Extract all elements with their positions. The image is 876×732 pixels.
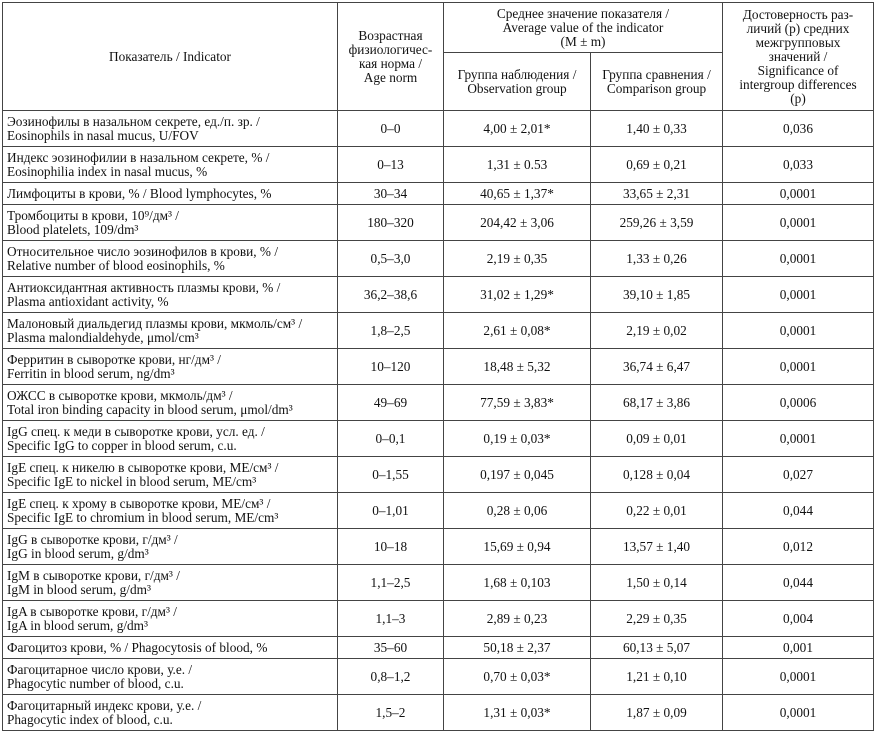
observation-value-cell: 18,48 ± 5,32 bbox=[444, 349, 591, 385]
comparison-value-cell: 2,19 ± 0,02 bbox=[591, 313, 723, 349]
indicator-line: Phagocytic index of blood, c.u. bbox=[7, 711, 173, 727]
age-norm-cell: 0,8–1,2 bbox=[338, 659, 444, 695]
header-line: intergroup differences bbox=[739, 76, 857, 92]
indicator-line: IgE спец. к никелю в сыворотке крови, МЕ/см³ / bbox=[7, 459, 279, 475]
p-value-cell: 0,0001 bbox=[723, 313, 874, 349]
indicator-cell bbox=[3, 277, 338, 313]
indicator-cell bbox=[3, 313, 338, 349]
comparison-value-cell: 1,21 ± 0,10 bbox=[591, 659, 723, 695]
observation-value-cell: 4,00 ± 2,01* bbox=[444, 111, 591, 147]
table-row bbox=[3, 421, 874, 457]
p-value-cell: 0,036 bbox=[723, 111, 874, 147]
p-value-cell: 0,0001 bbox=[723, 349, 874, 385]
indicator-cell bbox=[3, 111, 338, 147]
p-value-cell: 0,0001 bbox=[723, 421, 874, 457]
observation-value-cell: 50,18 ± 2,37 bbox=[444, 637, 591, 659]
indicator-cell bbox=[3, 529, 338, 565]
comparison-value-cell: 2,29 ± 0,35 bbox=[591, 601, 723, 637]
p-value-cell: 0,027 bbox=[723, 457, 874, 493]
table-row bbox=[3, 313, 874, 349]
comparison-value-cell: 60,13 ± 5,07 bbox=[591, 637, 723, 659]
age-norm-cell: 0–1,55 bbox=[338, 457, 444, 493]
indicator-line: Plasma antioxidant activity, % bbox=[7, 293, 169, 309]
comparison-value-cell: 1,87 ± 0,09 bbox=[591, 695, 723, 731]
indicator-cell bbox=[3, 183, 338, 205]
indicator-line: Specific IgE to nickel in blood serum, ME/cm³ bbox=[7, 473, 257, 489]
table-row bbox=[3, 111, 874, 147]
p-value-cell: 0,0001 bbox=[723, 659, 874, 695]
header-line: (p) bbox=[790, 90, 806, 106]
comparison-value-cell: 68,17 ± 3,86 bbox=[591, 385, 723, 421]
comparison-value-cell: 0,69 ± 0,21 bbox=[591, 147, 723, 183]
observation-value-cell: 2,89 ± 0,23 bbox=[444, 601, 591, 637]
header-line: Age norm bbox=[363, 69, 418, 85]
age-norm-cell: 1,1–2,5 bbox=[338, 565, 444, 601]
indicator-cell bbox=[3, 695, 338, 731]
age-norm-cell: 35–60 bbox=[338, 637, 444, 659]
table-row bbox=[3, 241, 874, 277]
table-row bbox=[3, 659, 874, 695]
header-significance bbox=[723, 3, 874, 111]
observation-value-cell: 15,69 ± 0,94 bbox=[444, 529, 591, 565]
p-value-cell: 0,012 bbox=[723, 529, 874, 565]
indicator-line: IgG in blood serum, g/dm³ bbox=[7, 545, 149, 561]
comparison-value-cell: 0,09 ± 0,01 bbox=[591, 421, 723, 457]
indicator-line: IgM in blood serum, g/dm³ bbox=[7, 581, 151, 597]
indicator-cell bbox=[3, 457, 338, 493]
indicator-cell bbox=[3, 659, 338, 695]
p-value-cell: 0,044 bbox=[723, 493, 874, 529]
comparison-value-cell: 259,26 ± 3,59 bbox=[591, 205, 723, 241]
header-line: Возрастная bbox=[358, 27, 423, 43]
age-norm-cell: 1,5–2 bbox=[338, 695, 444, 731]
indicator-line: Plasma malondialdehyde, μmol/cm³ bbox=[7, 329, 199, 345]
observation-value-cell: 77,59 ± 3,83* bbox=[444, 385, 591, 421]
observation-value-cell: 0,28 ± 0,06 bbox=[444, 493, 591, 529]
indicator-line: Антиоксидантная активность плазмы крови, % / bbox=[7, 279, 281, 295]
indicator-line: IgM в сыворотке крови, г/дм³ / bbox=[7, 567, 180, 583]
table-row bbox=[3, 349, 874, 385]
indicator-cell bbox=[3, 421, 338, 457]
header-line: межгрупповых bbox=[755, 34, 841, 50]
header-line: Comparison group bbox=[606, 80, 707, 96]
comparison-value-cell: 1,40 ± 0,33 bbox=[591, 111, 723, 147]
header-line: значений / bbox=[768, 48, 828, 64]
p-value-cell: 0,0001 bbox=[723, 277, 874, 313]
indicator-line: Specific IgE to chromium in blood serum, ME/cm³ bbox=[7, 509, 279, 525]
observation-value-cell: 2,61 ± 0,08* bbox=[444, 313, 591, 349]
indicator-line: Eosinophils in nasal mucus, U/FOV bbox=[7, 127, 199, 143]
age-norm-cell: 49–69 bbox=[338, 385, 444, 421]
indicator-line: Индекс эозинофилии в назальном секрете, % / bbox=[7, 149, 270, 165]
p-value-cell: 0,0001 bbox=[723, 205, 874, 241]
table-row bbox=[3, 493, 874, 529]
indicator-line: Specific IgG to copper in blood serum, c.u. bbox=[7, 437, 237, 453]
table-row bbox=[3, 565, 874, 601]
table-row bbox=[3, 147, 874, 183]
indicator-cell bbox=[3, 493, 338, 529]
age-norm-cell: 36,2–38,6 bbox=[338, 277, 444, 313]
indicator-cell bbox=[3, 601, 338, 637]
table-row bbox=[3, 205, 874, 241]
table-row bbox=[3, 457, 874, 493]
header-line: Группа сравнения / bbox=[602, 66, 711, 82]
indicator-line: Total iron binding capacity in blood serum, μmol/dm³ bbox=[7, 401, 293, 417]
age-norm-cell: 10–120 bbox=[338, 349, 444, 385]
age-norm-cell: 0–13 bbox=[338, 147, 444, 183]
header-indicator: Показатель / Indicator bbox=[3, 3, 338, 111]
indicator-line: IgG спец. к меди в сыворотке крови, усл. ед. / bbox=[7, 423, 265, 439]
observation-value-cell: 40,65 ± 1,37* bbox=[444, 183, 591, 205]
p-value-cell: 0,0001 bbox=[723, 241, 874, 277]
comparison-value-cell: 0,22 ± 0,01 bbox=[591, 493, 723, 529]
age-norm-cell: 1,1–3 bbox=[338, 601, 444, 637]
header-average bbox=[444, 3, 723, 53]
p-value-cell: 0,001 bbox=[723, 637, 874, 659]
comparison-value-cell: 13,57 ± 1,40 bbox=[591, 529, 723, 565]
indicator-cell bbox=[3, 565, 338, 601]
header-line: Average value of the indicator bbox=[502, 19, 664, 35]
comparison-value-cell: 0,128 ± 0,04 bbox=[591, 457, 723, 493]
age-norm-cell: 10–18 bbox=[338, 529, 444, 565]
observation-value-cell: 204,42 ± 3,06 bbox=[444, 205, 591, 241]
indicator-line: Лимфоциты в крови, % / Blood lymphocytes, % bbox=[7, 185, 272, 201]
age-norm-cell: 0–0,1 bbox=[338, 421, 444, 457]
comparison-value-cell: 36,74 ± 6,47 bbox=[591, 349, 723, 385]
header-age-norm bbox=[338, 3, 444, 111]
table-row bbox=[3, 385, 874, 421]
indicator-line: Фагоцитоз крови, % / Phagocytosis of blood, % bbox=[7, 639, 268, 655]
indicator-line: Относительное число эозинофилов в крови, % / bbox=[7, 243, 279, 259]
indicator-cell bbox=[3, 147, 338, 183]
observation-value-cell: 1,31 ± 0,03* bbox=[444, 695, 591, 731]
indicator-line: IgA in blood serum, g/dm³ bbox=[7, 617, 149, 633]
table-row bbox=[3, 695, 874, 731]
header-line: Significance of bbox=[757, 62, 839, 78]
header-line: Достоверность раз- bbox=[742, 6, 854, 22]
age-norm-cell: 0–0 bbox=[338, 111, 444, 147]
header-line: Observation group bbox=[467, 80, 567, 96]
table-row bbox=[3, 183, 874, 205]
header-line: Среднее значение показателя / bbox=[496, 5, 670, 21]
indicator-cell bbox=[3, 637, 338, 659]
indicator-line: Малоновый диальдегид плазмы крови, мкмоль/см³ / bbox=[7, 315, 303, 331]
indicator-line: IgE спец. к хрому в сыворотке крови, МЕ/см³ / bbox=[7, 495, 271, 511]
data-table bbox=[2, 2, 874, 731]
observation-value-cell: 1,68 ± 0,103 bbox=[444, 565, 591, 601]
indicator-line: Ferritin in blood serum, ng/dm³ bbox=[7, 365, 175, 381]
indicator-line: Phagocytic number of blood, c.u. bbox=[7, 675, 184, 691]
indicator-line: Blood platelets, 109/dm³ bbox=[7, 221, 139, 237]
header-line: кая норма / bbox=[358, 55, 423, 71]
p-value-cell: 0,044 bbox=[723, 565, 874, 601]
age-norm-cell: 1,8–2,5 bbox=[338, 313, 444, 349]
observation-value-cell: 0,19 ± 0,03* bbox=[444, 421, 591, 457]
p-value-cell: 0,0001 bbox=[723, 695, 874, 731]
p-value-cell: 0,004 bbox=[723, 601, 874, 637]
p-value-cell: 0,0006 bbox=[723, 385, 874, 421]
table-header bbox=[3, 3, 874, 111]
table-body bbox=[3, 111, 874, 731]
indicator-line: IgA в сыворотке крови, г/дм³ / bbox=[7, 603, 177, 619]
table-row bbox=[3, 277, 874, 313]
age-norm-cell: 0–1,01 bbox=[338, 493, 444, 529]
header-line: физиологичес- bbox=[348, 41, 433, 57]
indicator-line: Relative number of blood eosinophils, % bbox=[7, 257, 225, 273]
indicator-line: Фагоцитарный индекс крови, у.е. / bbox=[7, 697, 202, 713]
observation-value-cell: 31,02 ± 1,29* bbox=[444, 277, 591, 313]
p-value-cell: 0,0001 bbox=[723, 183, 874, 205]
header-line: Группа наблюдения / bbox=[457, 66, 577, 82]
comparison-value-cell: 1,50 ± 0,14 bbox=[591, 565, 723, 601]
observation-value-cell: 1,31 ± 0.53 bbox=[444, 147, 591, 183]
indicator-line: Фагоцитарное число крови, у.е. / bbox=[7, 661, 193, 677]
observation-value-cell: 2,19 ± 0,35 bbox=[444, 241, 591, 277]
age-norm-cell: 0,5–3,0 bbox=[338, 241, 444, 277]
comparison-value-cell: 39,10 ± 1,85 bbox=[591, 277, 723, 313]
indicator-line: Ферритин в сыворотке крови, нг/дм³ / bbox=[7, 351, 221, 367]
indicator-cell bbox=[3, 385, 338, 421]
header-comparison-group bbox=[591, 53, 723, 111]
observation-value-cell: 0,70 ± 0,03* bbox=[444, 659, 591, 695]
age-norm-cell: 180–320 bbox=[338, 205, 444, 241]
indicator-cell bbox=[3, 205, 338, 241]
observation-value-cell: 0,197 ± 0,045 bbox=[444, 457, 591, 493]
indicator-line: IgG в сыворотке крови, г/дм³ / bbox=[7, 531, 178, 547]
table-row bbox=[3, 637, 874, 659]
comparison-value-cell: 33,65 ± 2,31 bbox=[591, 183, 723, 205]
header-observation-group bbox=[444, 53, 591, 111]
indicator-line: Eosinophilia index in nasal mucus, % bbox=[7, 163, 208, 179]
indicator-cell bbox=[3, 241, 338, 277]
p-value-cell: 0,033 bbox=[723, 147, 874, 183]
comparison-value-cell: 1,33 ± 0,26 bbox=[591, 241, 723, 277]
age-norm-cell: 30–34 bbox=[338, 183, 444, 205]
indicator-line: ОЖСС в сыворотке крови, мкмоль/дм³ / bbox=[7, 387, 233, 403]
indicator-line: Тромбоциты в крови, 10⁹/дм³ / bbox=[7, 207, 180, 223]
indicator-line: Эозинофилы в назальном секрете, ед./п. зр. / bbox=[7, 113, 260, 129]
table-row bbox=[3, 529, 874, 565]
table-row bbox=[3, 601, 874, 637]
indicator-cell bbox=[3, 349, 338, 385]
header-line: (M ± m) bbox=[560, 33, 606, 49]
header-line: личий (p) средних bbox=[746, 20, 850, 36]
